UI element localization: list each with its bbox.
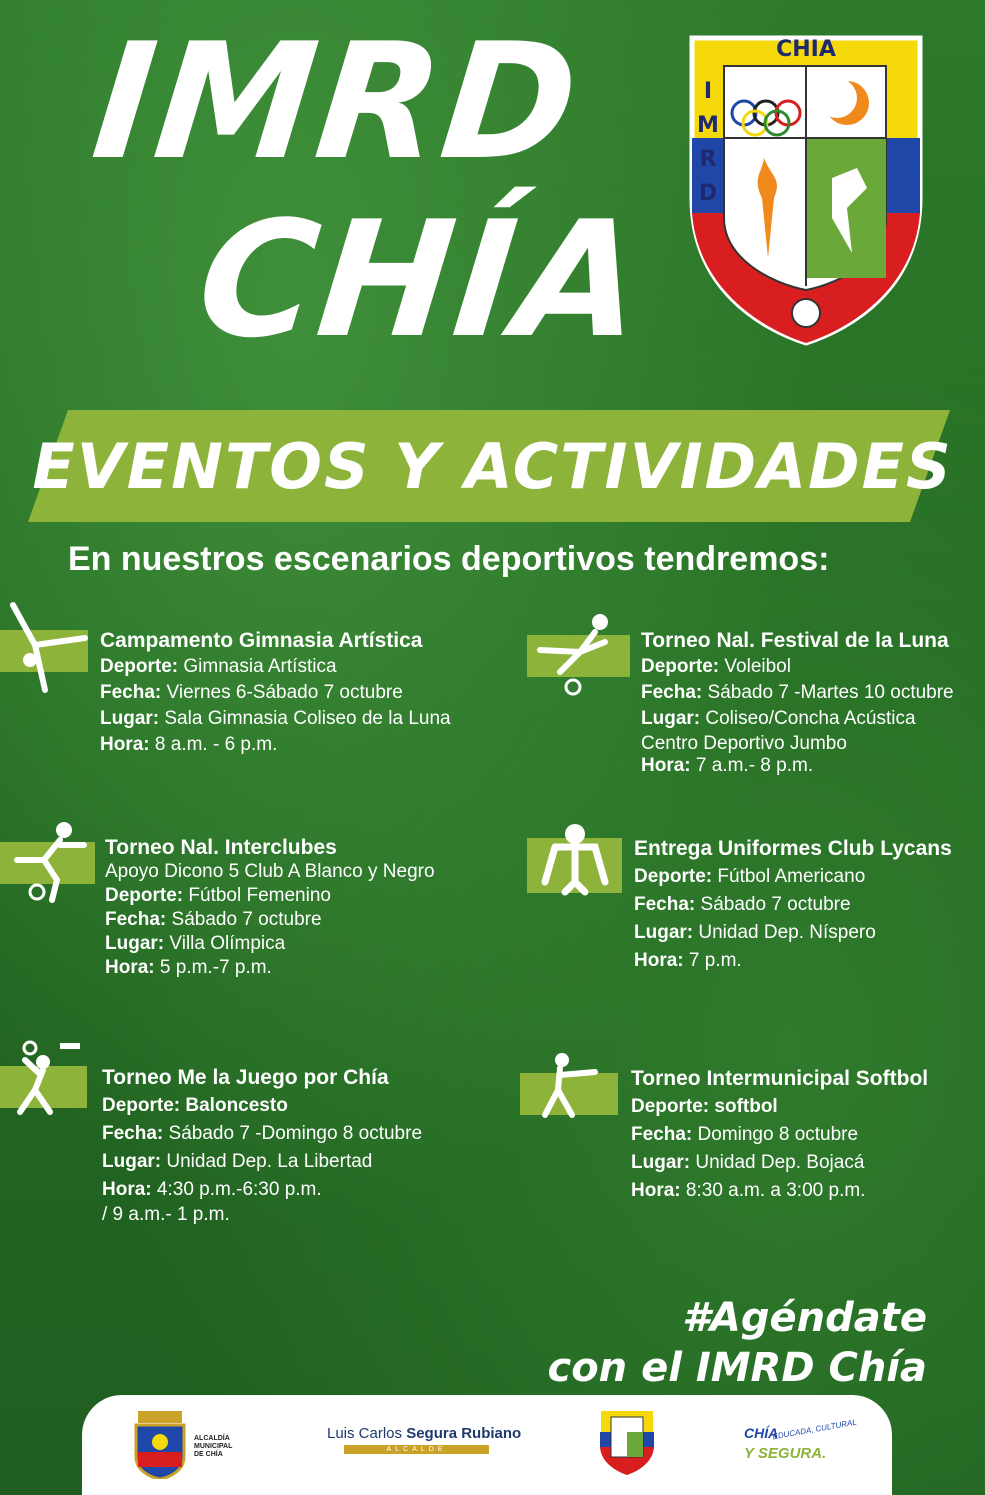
subtitle: En nuestros escenarios deportivos tendremos: bbox=[68, 540, 830, 578]
event-name: Entrega Uniformes Club Lycans bbox=[634, 837, 952, 860]
svg-text:R: R bbox=[699, 147, 717, 172]
softball-batter-icon bbox=[530, 1050, 610, 1120]
mayor-name: Luis Carlos Segura Rubiano bbox=[327, 1425, 522, 1442]
closing-line: con el IMRD Chía bbox=[547, 1345, 927, 1391]
event-card: Torneo Intermunicipal Softbol Deporte: softbol Fecha: Domingo 8 octubre Lugar: Unidad Dep. Bojacá Hora: 8:30 a.m. a 3:00 p.m. bbox=[631, 1067, 929, 1201]
page-title-line2: CHÍA bbox=[190, 186, 653, 373]
event-card: Torneo Nal. Interclubes Apoyo Dicono 5 Club A Blanco y Negro Deporte: Fútbol Femenino Fecha: Sábado 7 octubre Lugar: Villa Olímpica Hora: 5 p.m.-7 p.m. bbox=[105, 836, 435, 978]
event-card: Entrega Uniformes Club Lycans Deporte: Fútbol Americano Fecha: Sábado 7 octubre Lugar: Unidad Dep. Níspero Hora: 7 p.m. bbox=[634, 837, 952, 971]
volleyball-player-icon bbox=[535, 612, 625, 697]
event-card: Campamento Gimnasia Artística Deporte: Gimnasia Artística Fecha: Viernes 6-Sábado 7 octubre Lugar: Sala Gimnasia Coliseo de la Luna Hora: 8 a.m. - 6 p.m. bbox=[100, 629, 451, 755]
svg-text:I: I bbox=[703, 79, 713, 104]
page-title-line1: IMRD bbox=[85, 8, 588, 195]
svg-text:D: D bbox=[698, 181, 718, 206]
svg-text:M: M bbox=[697, 113, 719, 138]
football-lineman-icon bbox=[535, 822, 615, 897]
event-name: Torneo Nal. Interclubes bbox=[105, 836, 337, 859]
soccer-player-icon bbox=[2, 820, 92, 905]
alcaldia-crest-icon bbox=[132, 1407, 188, 1479]
basketball-player-icon bbox=[5, 1040, 85, 1120]
event-name: Torneo Nal. Festival de la Luna bbox=[641, 629, 949, 652]
event-name: Campamento Gimnasia Artística bbox=[100, 629, 423, 652]
alcaldia-label: ALCALDÍA bbox=[194, 1435, 230, 1442]
event-name: Torneo Me la Juego por Chía bbox=[102, 1066, 389, 1089]
slogan-chia: CHÍA bbox=[744, 1425, 779, 1441]
imrd-small-logo bbox=[597, 1407, 657, 1477]
slogan-mid: EDUCADA, CULTURAL bbox=[771, 1417, 858, 1442]
svg-text:CHIA: CHIA bbox=[776, 37, 836, 62]
hashtag-line: #Agéndate bbox=[682, 1295, 927, 1341]
event-name: Torneo Intermunicipal Softbol bbox=[631, 1067, 929, 1090]
banner-title: EVENTOS Y ACTIVIDADES bbox=[32, 429, 953, 503]
footer-bar: ALCALDÍA MUNICIPAL DE CHÍA Luis Carlos Segura Rubiano ALCALDE CHÍA EDUCADA, CULTURAL Y SEGURA. bbox=[82, 1395, 892, 1495]
gymnast-icon bbox=[5, 600, 95, 695]
event-card: Torneo Nal. Festival de la Luna Deporte: Voleibol Fecha: Sábado 7 -Martes 10 octubre Lugar: Coliseo/Concha Acústica Centro Deportivo Jumbo Hora: 7 a.m.- 8 p.m. bbox=[641, 629, 954, 776]
imrd-logo bbox=[682, 28, 930, 346]
event-card: Torneo Me la Juego por Chía Deporte: Baloncesto Fecha: Sábado 7 -Domingo 8 octubre Lugar: Unidad Dep. La Libertad Hora: 4:30 p.m.-6:30 p.m. / 9 a.m.- 1 p.m. bbox=[102, 1066, 423, 1225]
mayor-role: ALCALDE bbox=[344, 1445, 489, 1454]
slogan-end: Y SEGURA. bbox=[744, 1445, 827, 1462]
